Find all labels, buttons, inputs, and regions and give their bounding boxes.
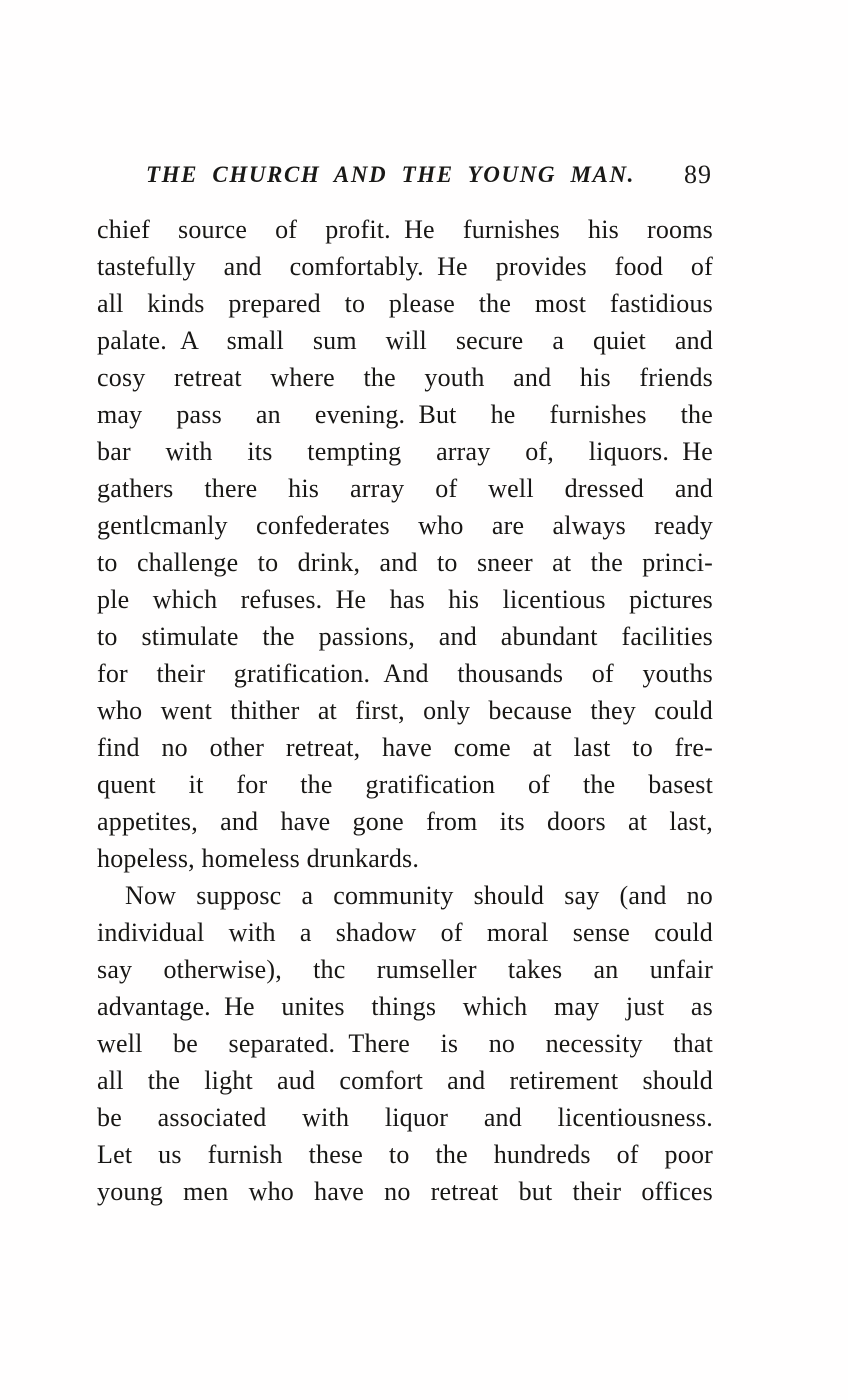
text-line: ple which refuses. He has his licentious pictures [97,585,713,614]
text-block [97,211,713,1210]
text-line: who went thither at first, only because they could [97,696,713,725]
text-line: chief source of profit. He furnishes his rooms [97,215,713,244]
text-line: cosy retreat where the youth and his friends [97,363,713,392]
text-line: appetites, and have gone from its doors at last, [97,807,713,836]
running-header [97,160,714,192]
text-line: advantage. He unites things which may just as [97,992,713,1021]
running-header-title: THE CHURCH AND THE YOUNG MAN. [145,162,636,187]
text-line: hopeless, homeless drunkards. [97,844,420,873]
text-line: young men who have no retreat but their offices [97,1177,713,1206]
text-line: gentlcmanly confederates who are always ready [97,511,713,540]
text-line: all the light aud comfort and retirement should [97,1066,713,1095]
text-line: all kinds prepared to please the most fastidious [97,289,713,318]
text-line: gathers there his array of well dressed and [97,474,713,503]
page-number: 89 [684,160,712,189]
text-line: palate. A small sum will secure a quiet and [97,326,713,355]
text-line: tastefully and comfortably. He provides food of [97,252,713,281]
text-line: bar with its tempting array of, liquors. He [97,437,713,466]
text-line: find no other retreat, have come at last to fre- [97,733,713,762]
text-line: to challenge to drink, and to sneer at the princi- [97,548,713,577]
text-line: for their gratification. And thousands of youths [97,659,713,688]
text-line: Now supposc a community should say (and no [125,881,713,910]
text-line: Let us furnish these to the hundreds of poor [97,1140,713,1169]
text-line: may pass an evening. But he furnishes the [97,400,713,429]
text-line: well be separated. There is no necessity that [97,1029,713,1058]
text-line: to stimulate the passions, and abundant facilities [97,622,713,651]
text-line: quent it for the gratification of the basest [97,770,713,799]
text-line: individual with a shadow of moral sense could [97,918,713,947]
text-line: say otherwise), thc rumseller takes an unfair [97,955,713,984]
text-line: be associated with liquor and licentiousness. [97,1103,713,1132]
